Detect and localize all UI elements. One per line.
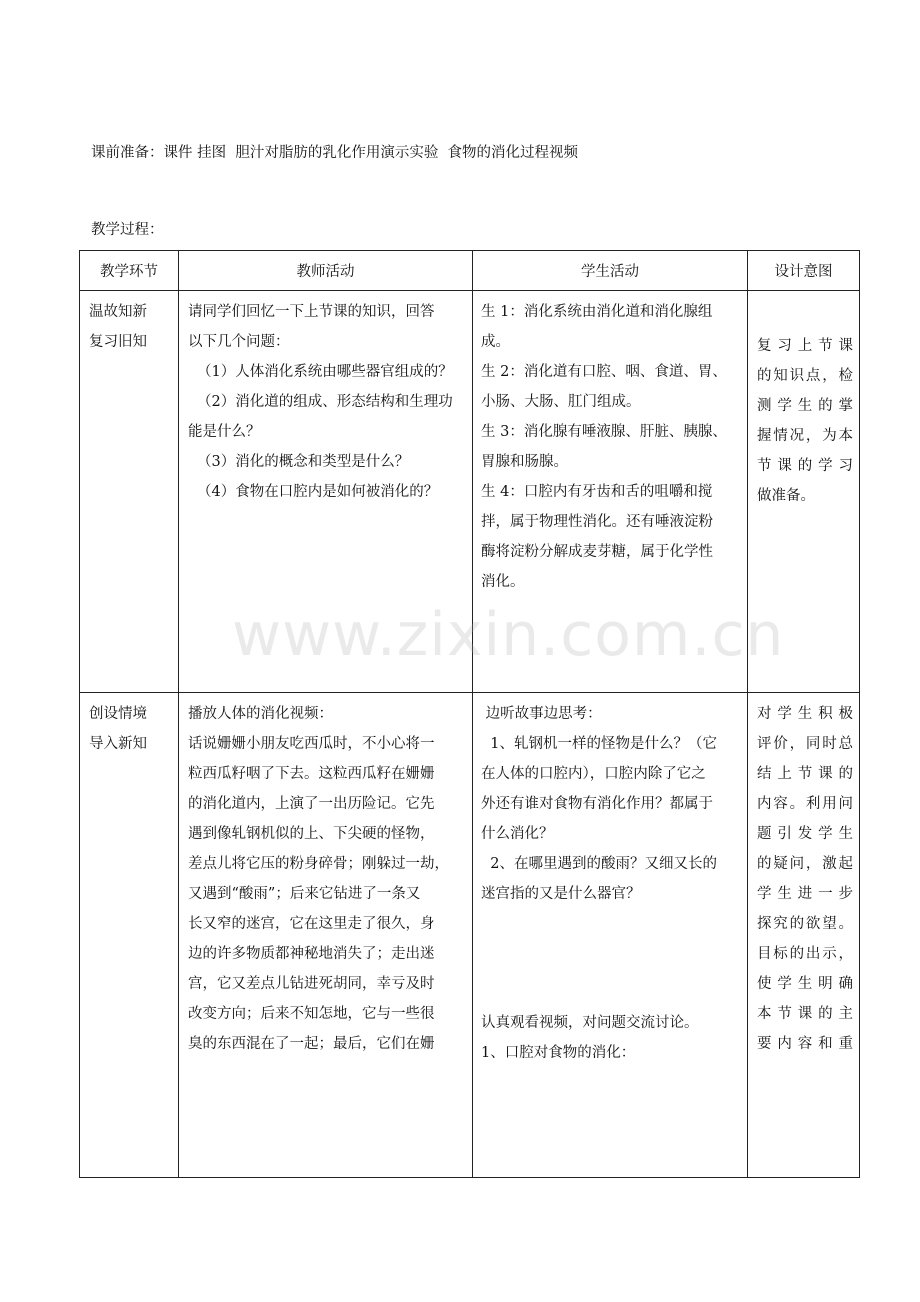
intent-line: 学生进一步 [757,886,853,902]
header-student: 学生活动 [473,251,748,291]
intent-line: 节课的学习 [757,458,853,474]
stage-cell [80,693,179,1178]
intent-line: 使学生明确 [757,976,853,992]
teacher-cell [179,291,473,693]
teacher-line: 以下几个问题： [188,334,290,350]
stage-cell [80,291,179,693]
teacher-line: 播放人体的消化视频： [188,706,333,722]
student-line: 成。 [481,334,510,350]
teacher-line: 请同学们回忆一下上节课的知识，回答 [188,304,435,320]
spacer [481,975,737,1008]
intent-cell [748,291,860,693]
student-line: 拌，属于物理性消化。还有唾液淀粉 [481,514,713,530]
student-line: 生 2：消化道有口腔、咽、食道、胃、 [481,364,727,380]
teacher-line: 遇到像轧钢机似的上、下尖硬的怪物， [188,826,435,842]
intent-line: 的知识点，检 [757,368,853,384]
intent-line: 要内容和重 [757,1036,853,1052]
teacher-line: 边的许多物质都神秘地消失了；走出迷 [188,946,435,962]
intent-line: 做准备。 [757,488,815,504]
table-row [80,291,860,693]
stage-line: 创设情境 [89,706,147,722]
intent-line: 本节课的主 [757,1006,853,1022]
student-line: 2、在哪里遇到的酸雨？又细又长的 [481,856,717,872]
intent-line: 内容。利用问 [757,796,853,812]
student-cell [473,291,748,693]
teacher-line: （3）消化的概念和类型是什么？ [197,454,410,470]
student-line: 边听故事边思考： [481,706,602,722]
header-intent: 设计意图 [748,251,860,291]
intent-line: 握情况，为本 [757,428,853,444]
intent-line: 结上节课的 [757,766,853,782]
teacher-line: 宫，它又差点儿钻进死胡同，幸亏及时 [188,976,435,992]
student-cell [473,693,748,1178]
student-line: 生 1：消化系统由消化道和消化腺组 [481,304,713,320]
teacher-line: 粒西瓜籽咽了下去。这粒西瓜籽在姗姗 [188,766,435,782]
intent-cell [748,693,860,1178]
teacher-line: 长又窄的迷宫，它在这里走了很久，身 [188,916,435,932]
watermark: www.zixin.com.cn [232,600,785,670]
spacer [481,942,737,975]
teacher-line: 臭的东西混在了一起；最后，它们在姗 [188,1036,435,1052]
student-line: 1、口腔对食物的消化： [481,1045,636,1061]
prep-line: 课前准备：课件 挂图 胆汁对脂肪的乳化作用演示实验 食物的消化过程视频 [91,145,579,161]
teacher-line: 能是什么？ [188,424,261,440]
spacer [481,909,737,942]
teacher-line: （2）消化道的组成、形态结构和生理功 [197,394,453,410]
intent-line: 复习上节课 [757,338,853,354]
lesson-table [79,250,860,1178]
student-line: 认真观看视频，对问题交流讨论。 [481,1015,699,1031]
student-line: 外还有谁对食物有消化作用？都属于 [481,796,713,812]
student-line: 消化。 [481,574,525,590]
process-label: 教学过程： [91,222,164,238]
teacher-line: 差点儿将它压的粉身碎骨；刚躲过一劫， [188,856,449,872]
student-line: 在人体的口腔内），口腔内除了它之 [481,766,706,782]
intent-line: 测学生的掌 [757,398,853,414]
intent-line: 对学生积极 [757,706,853,722]
intent-line: 目标的出示， [757,946,853,962]
student-line: 迷宫指的又是什么器官？ [481,886,641,902]
student-line: 生 4：口腔内有牙齿和舌的咀嚼和搅 [481,484,713,500]
teacher-line: （1）人体消化系统由哪些器官组成的？ [197,364,453,380]
student-line: 什么消化？ [481,826,554,842]
intent-line: 题引发学生 [757,826,853,842]
teacher-line: 又遇到“酸雨”；后来它钻进了一条又 [188,886,421,902]
student-line: 生 3：消化腺有唾液腺、肝脏、胰腺、 [481,424,727,440]
table-row [80,693,860,1178]
stage-line: 温故知新 [89,304,147,320]
intent-line: 评价，同时总 [757,736,853,752]
intent-line: 的疑问，激起 [757,856,853,872]
student-line: 胃腺和肠腺。 [481,454,568,470]
teacher-cell [179,693,473,1178]
stage-line: 导入新知 [89,736,147,752]
teacher-line: 的消化道内，上演了一出历险记。它先 [188,796,435,812]
student-line: 酶将淀粉分解成麦芽糖，属于化学性 [481,544,713,560]
teacher-line: 话说姗姗小朋友吃西瓜时，不小心将一 [188,736,435,752]
stage-line: 复习旧知 [89,334,147,350]
student-line: 小肠、大肠、肛门组成。 [481,394,641,410]
student-line: 1、轧钢机一样的怪物是什么？（它 [481,736,717,752]
teacher-line: 改变方向；后来不知怎地，它与一些很 [188,1006,435,1022]
header-teacher: 教师活动 [179,251,473,291]
teacher-line: （4）食物在口腔内是如何被消化的？ [197,484,439,500]
header-stage: 教学环节 [80,251,179,291]
intent-line: 探究的欲望。 [757,916,853,932]
table-header-row [80,251,860,291]
